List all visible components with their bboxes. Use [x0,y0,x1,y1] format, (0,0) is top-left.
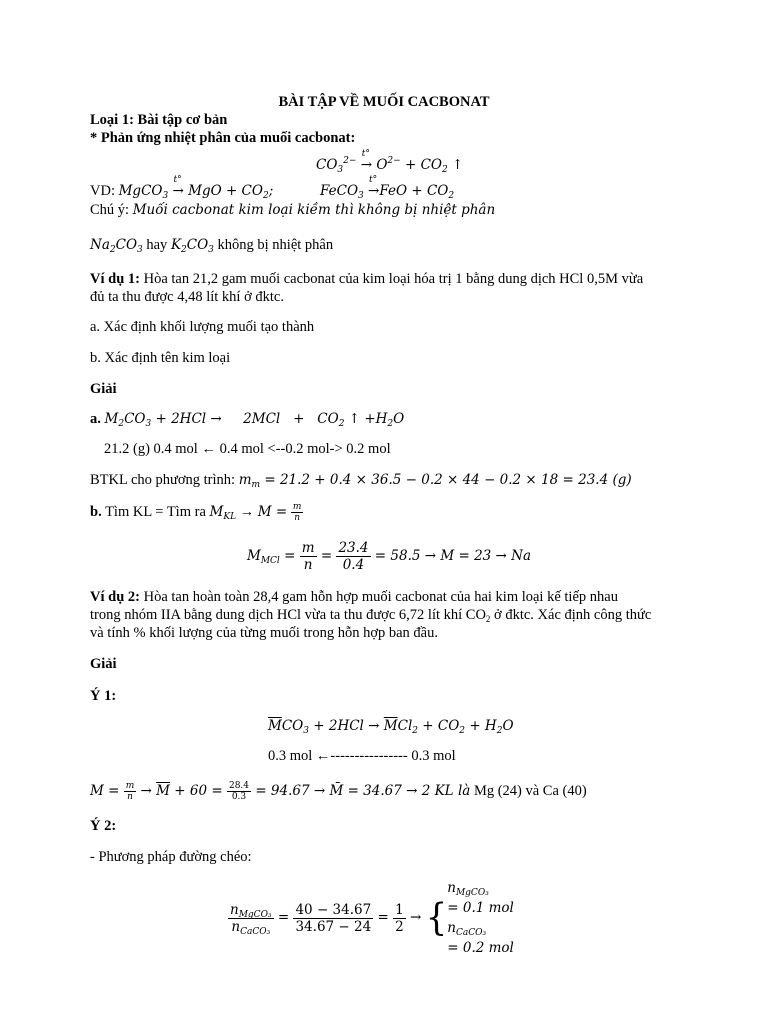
reaction-equation-a: a. $M_2CO_3 + 2HCl$ → $2MCl + CO_2$ ↑ $+H_2O$ [90,411,405,429]
solution-heading-2: Giải [90,656,117,672]
note-label: Chú ý: [90,202,130,218]
cross-method-label: - Phương pháp đường chéo: [90,849,252,865]
note-text: Muối cacbonat kim loại kiềm thì không bị nhiệt phân [132,202,496,218]
mmcl-calculation: $M_{MCl}$ = $\frac{m}{n}$ = $\frac{23.4}{0.4}$ = 58.5 → M = 23 → Na [247,540,532,573]
average-mass-line: M = $\frac{m}{n}$ → $\overline{M} + 60$ = $\frac{28.4}{0.3}$ = 94.67 → M̄ = 34.67 → 2 KL là Mg (24) và Ca (40) [90,781,587,802]
example1-line2: đủ ta thu được 4,48 lít khí ở đktc. [90,289,284,305]
part-2-heading: Ý 2: [90,818,117,834]
example2-label: Ví dụ 2: [90,589,140,605]
section-heading-loai1: Loại 1: Bài tập cơ bản [90,112,228,128]
example2-line1: Ví dụ 2: Hòa tan hoàn toàn 28,4 gam hỗn hợp muối cacbonat của hai kim loại kế tiếp nhau [90,589,618,605]
find-metal-line: b. Tìm KL = Tìm ra $M_{KL} \to M$ = $\frac{m}{n}$ [90,502,302,523]
example2-line2: trong nhóm IIA bằng dung dịch HCl vừa ta thu được 6,72 lít khí $CO_2$ ở đktc. Xác định công thức [90,607,652,624]
example2-line3: và tính % khối lượng của từng muối trong hỗn hợp ban đầu. [90,625,438,641]
mol-line: 21.2 (g) 0.4 mol ← 0.4 mol <--0.2 mol-> 0.2 mol [104,441,391,457]
general-equation: $CO_3^{2-}$ t° → $O^{2-} + CO_2$ ↑ [316,149,464,175]
solution-heading-1: Giải [90,381,117,397]
question-a: a. Xác định khối lượng muối tạo thành [90,319,315,335]
section-heading-nhiet-phan: * Phản ứng nhiệt phân của muối cacbonat: [90,130,356,146]
note-line [90,201,495,219]
btkl-line: BTKL cho phương trình: $m_m = 21.2 + 0.4 \times 36.5 - 0.2 \times 44 - 0.2 \times 18 = 23.4$ (g) [90,472,632,490]
mgco3-equation: MgCO$_3$ t° → MgO + $CO_2$; [118,175,274,201]
na-k-note: $Na_2CO_3$ hay $K_2CO_3$ không bị nhiệt phân [90,237,334,255]
reaction-equation-mco3: $\overline{M}CO_3 + 2HCl \to \overline{M}Cl_2 + CO_2 + H_2O$ [268,718,514,736]
mol-line-2: 0.3 mol ←---------------- 0.3 mol [268,748,456,764]
example1-line1: Ví dụ 1: Hòa tan 21,2 gam muối cacbonat của kim loại hóa trị 1 bằng dung dịch HCl 0,5M vừa [90,271,644,287]
part-1-heading: Ý 1: [90,688,117,704]
example1-label: Ví dụ 1: [90,271,140,287]
question-b: b. Xác định tên kim loại [90,350,231,366]
example-equations [90,175,274,201]
na-k-note-text: không bị nhiệt phân [217,237,334,253]
document-title: BÀI TẬP VỀ MUỐI CACBONAT [278,94,490,110]
cross-method-calculation: $\frac{n_{MgCO_3}}{n_{CaCO_3}}$ = $\frac{40 - 34.67}{34.67 - 24}$ = $\frac{1}{2}$ → { $n_{MgCO_3}$ = 0.1 mol $n_{CaCO_3}$ = 0.2 mol [230,880,514,956]
vd-label: VD: [90,183,115,199]
feco3-equation: FeCO$_3$ t° $\to FeO + CO_2$ [320,175,455,201]
